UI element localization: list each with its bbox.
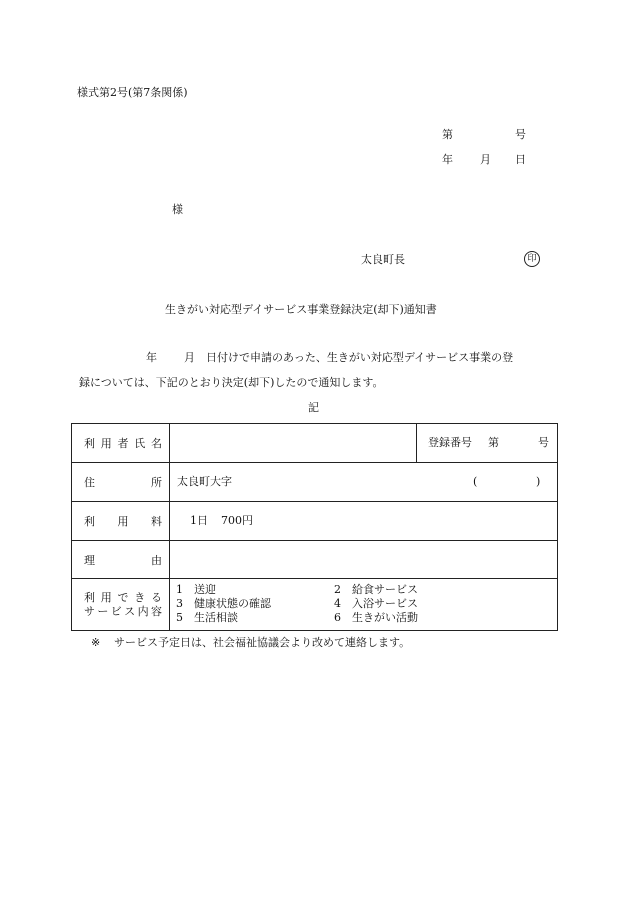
- address-paren-close: ): [536, 475, 541, 488]
- fee-value-cell: [170, 502, 558, 541]
- registration-dai: 第: [488, 436, 499, 449]
- issuer-title: 太良町長: [361, 253, 405, 266]
- row-services: [72, 579, 558, 631]
- service-no-5: 5: [176, 611, 183, 624]
- header-dai: 第: [442, 128, 453, 141]
- note-text: サービス予定日は、社会福祉協議会より改めて連絡します。: [114, 636, 411, 649]
- label-user-name: 利 用 者 氏 名: [72, 424, 170, 463]
- document-title: 生きがい対応型デイサービス事業登録決定(却下)通知書: [165, 303, 437, 316]
- body-line2: 録については、下記のとおり決定(却下)したので通知します。: [79, 376, 384, 389]
- seal-mark: [524, 251, 540, 267]
- ki-heading: 記: [308, 401, 319, 414]
- service-no-1: 1: [176, 583, 183, 596]
- service-no-3: 3: [176, 597, 183, 610]
- row-reason: [72, 541, 558, 579]
- service-name-6: 生きがい活動: [352, 611, 418, 624]
- header-day: 日: [515, 153, 526, 166]
- service-no-4: 4: [334, 597, 341, 610]
- body-year: 年: [146, 351, 157, 364]
- service-name-2: 給食サービス: [352, 583, 418, 596]
- header-year: 年: [442, 153, 453, 166]
- body-line1: 日付けで申請のあった、生きがい対応型デイサービス事業の登: [206, 351, 514, 364]
- address-paren-open: (: [473, 475, 478, 488]
- header-go: 号: [515, 128, 526, 141]
- row-fee: [72, 502, 558, 541]
- registration-go: 号: [538, 436, 549, 449]
- reason-value: [170, 541, 558, 579]
- seal-icon: 印: [524, 251, 540, 267]
- label-services: 利 用 で き る サ ー ビ ス 内 容: [72, 579, 170, 631]
- label-address: 住 所: [72, 463, 170, 502]
- header-month: 月: [480, 153, 491, 166]
- addressee-suffix: 様: [172, 203, 183, 216]
- row-user-name: [72, 424, 558, 463]
- row-address: [72, 463, 558, 502]
- service-no-6: 6: [334, 611, 341, 624]
- service-name-1: 送迎: [194, 583, 216, 596]
- address-value-cell: [170, 463, 558, 502]
- fee-amount: 700円: [221, 514, 253, 527]
- service-no-2: 2: [334, 583, 341, 596]
- body-month: 月: [184, 351, 195, 364]
- fee-day: 1日: [190, 514, 208, 527]
- registration-label: 登録番号: [428, 436, 472, 449]
- label-fee: 利 用 料: [72, 502, 170, 541]
- label-reason: 理 由: [72, 541, 170, 579]
- service-name-5: 生活相談: [194, 611, 238, 624]
- note-mark: ※: [91, 636, 101, 649]
- user-name-value: [170, 424, 417, 463]
- registration-number-cell: [417, 424, 558, 463]
- service-name-3: 健康状態の確認: [194, 597, 271, 610]
- services-value-cell: [170, 579, 558, 631]
- details-table: [71, 423, 558, 631]
- address-value: 太良町大字: [177, 475, 232, 488]
- form-number: 様式第2号(第7条関係): [77, 86, 188, 99]
- service-name-4: 入浴サービス: [352, 597, 418, 610]
